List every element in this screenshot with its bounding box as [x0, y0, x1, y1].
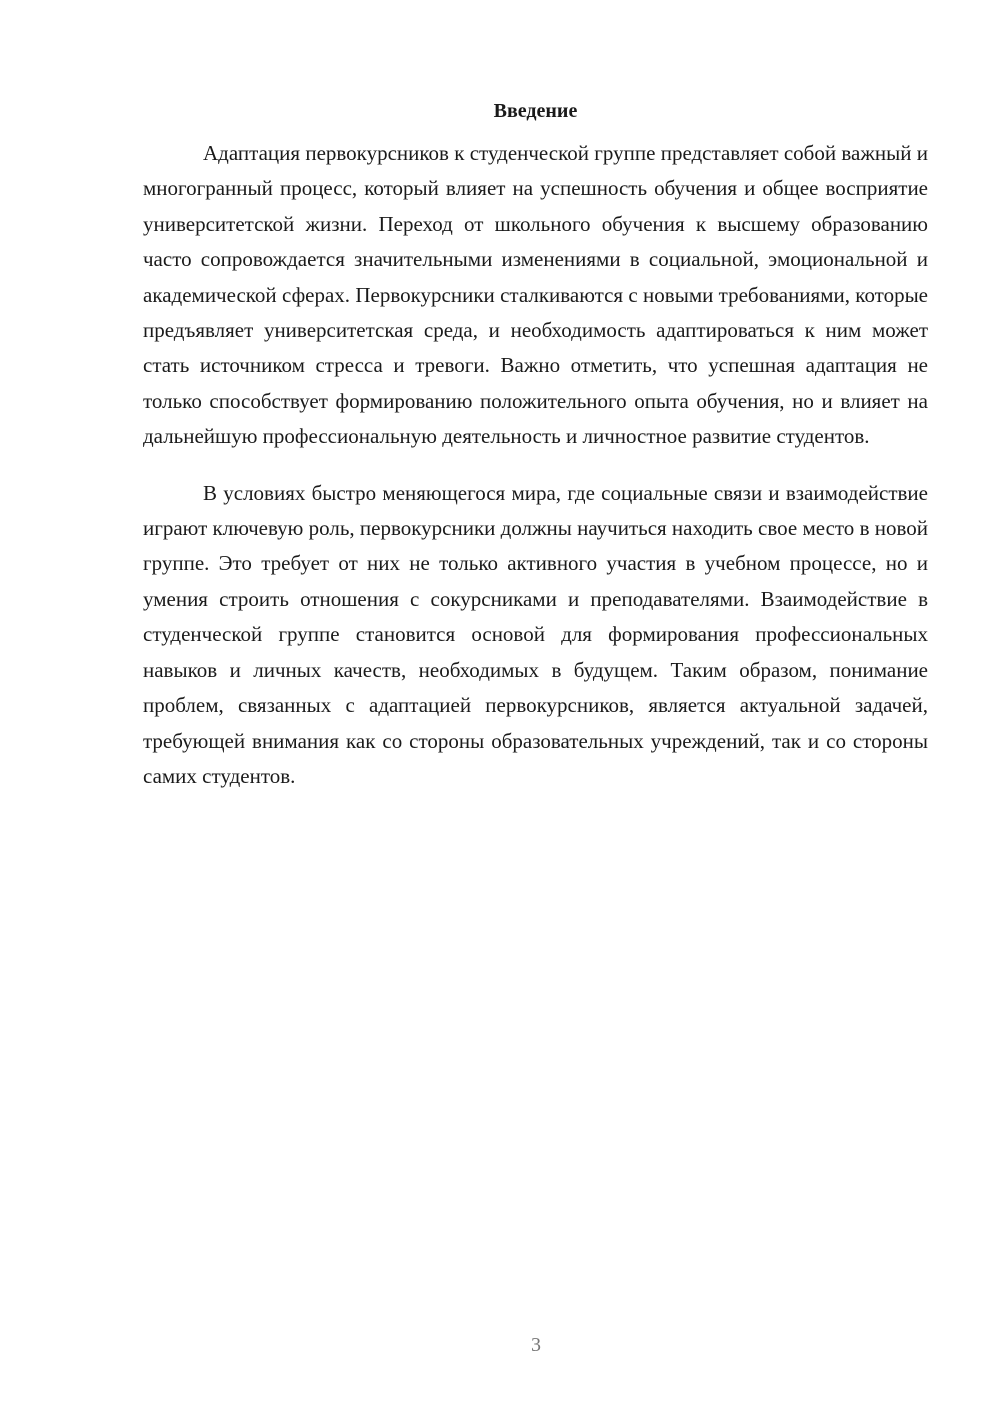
page-number: 3 [531, 1334, 541, 1356]
paragraph-1: Адаптация первокурсников к студенческой группе представляет собой важный и многогранный процесс, который влияет на успешность обучения и общее восприятие университетской жизни. Переход от школьного обучения к высшему образованию часто сопровождается значительными изменениями в социальной, эмоциональной и академической сферах. Первокурсники сталкиваются с новыми требованиями, которые предъявляет университетская среда, и необходимость адаптироваться к ним может стать источником стресса и тревоги. Важно отметить, что успешная адаптация не только способствует формированию положительного опыта обучения, но и влияет на дальнейшую профессиональную деятельность и личностное развитие студентов. [143, 141, 928, 449]
page-content [143, 96, 928, 794]
paragraph-2: В условиях быстро меняющегося мира, где социальные связи и взаимодействие играют ключевую роль, первокурсники должны научиться находить свое место в новой группе. Это требует от них не только активного участия в учебном процессе, но и умения строить отношения с сокурсниками и преподавателями. Взаимодействие в студенческой группе становится основой для формирования профессиональных навыков и личных качеств, необходимых в будущем. Таким образом, понимание проблем, связанных с адаптацией первокурсников, является актуальной задачей, требующей внимания как со стороны образовательных учреждений, так и со стороны самих студентов. [143, 480, 928, 788]
section-heading: Введение [493, 100, 578, 122]
